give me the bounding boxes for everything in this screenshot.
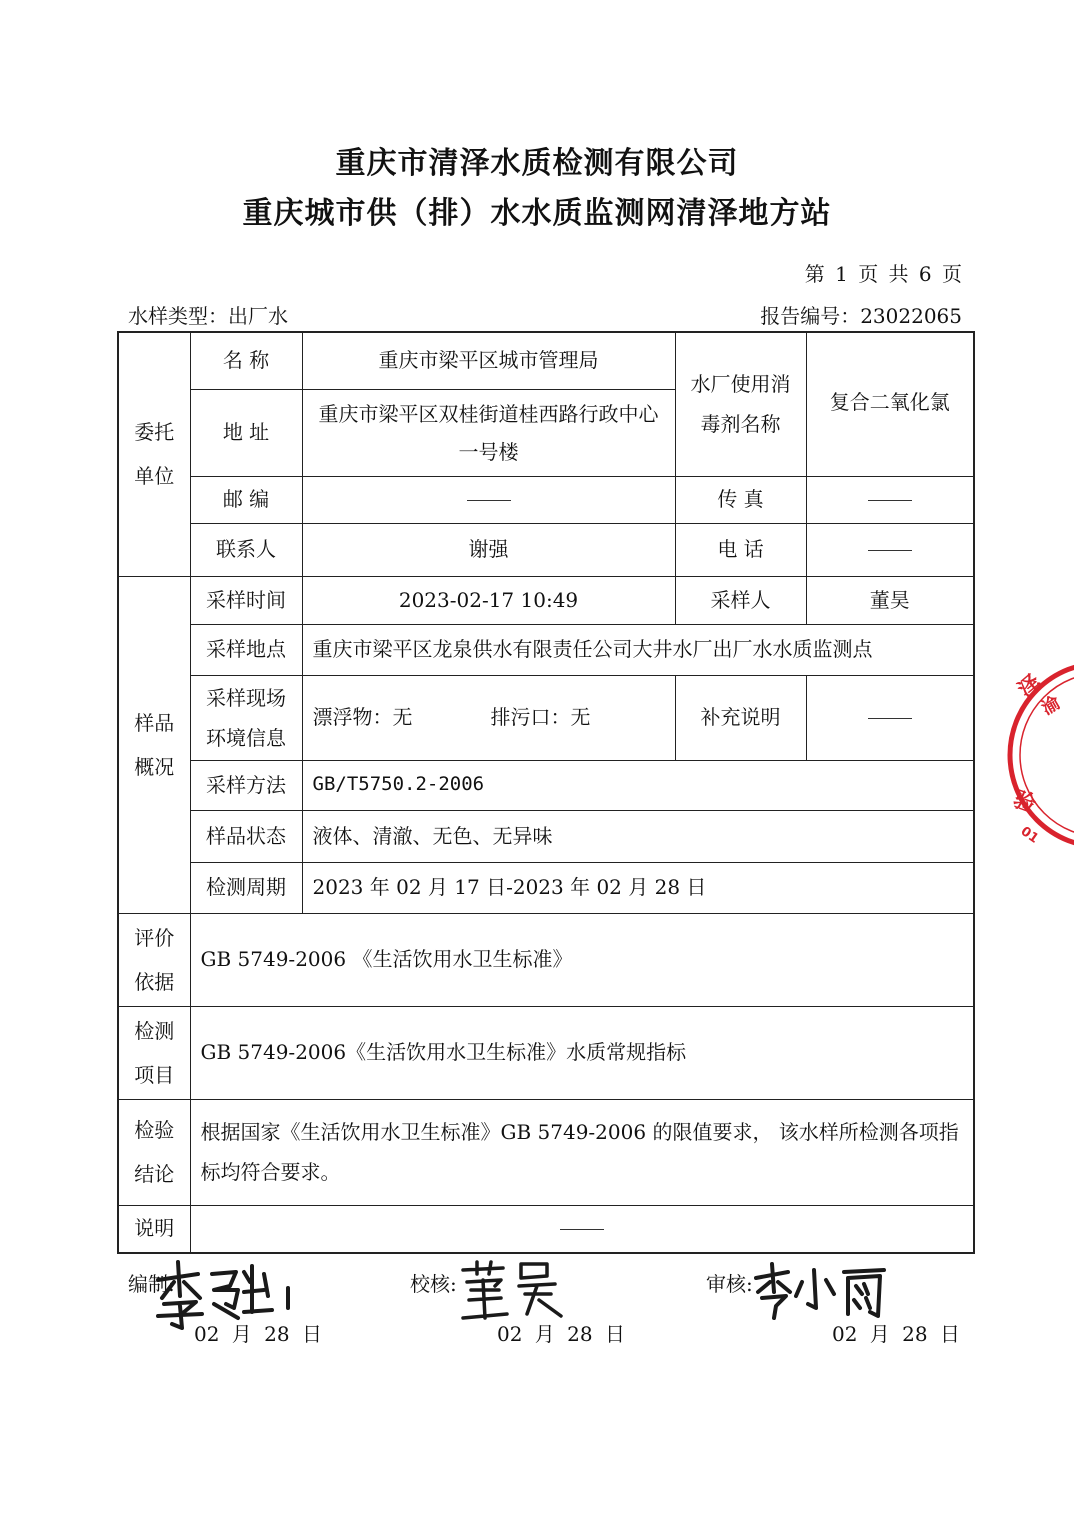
sample-type: 水样类型：出厂水: [128, 304, 288, 328]
basis-value: GB 5749-2006 《生活饮用水卫生标准》: [190, 913, 974, 1006]
note-label: 补充说明: [675, 675, 806, 760]
sampling-time-value: 2023-02-17 10:49: [302, 576, 675, 624]
method-value: GB/T5750.2-2006: [302, 760, 974, 810]
postcode-value: [302, 476, 675, 523]
conclusion-value: 根据国家《生活饮用水卫生标准》GB 5749-2006 的限值要求， 该水样所检测各项指标均符合要求。: [190, 1099, 974, 1205]
sampling-location-value: 重庆市梁平区龙泉供水有限责任公司大井水厂出厂水水质监测点: [302, 624, 974, 675]
client-address: 重庆市梁平区双桂街道桂西路行政中心一号楼: [302, 389, 675, 476]
address-label: 地 址: [190, 389, 302, 476]
client-section-label: 委托单位: [118, 332, 190, 576]
state-value: 液体、清澈、无色、无异味: [302, 810, 974, 862]
sampler-value: 董昊: [806, 576, 974, 624]
checker-date: 02 月 28 日: [497, 1322, 625, 1346]
float-value: 漂浮物：无: [312, 705, 413, 729]
fax-label: 传 真: [675, 476, 806, 523]
period-value: 2023 年 02 月 17 日-2023 年 02 月 28 日: [302, 862, 974, 913]
phone-label: 电 话: [675, 523, 806, 576]
postcode-label: 邮 编: [190, 476, 302, 523]
period-label: 检测周期: [190, 862, 302, 913]
svg-text:01: 01: [1017, 823, 1042, 847]
sampler-label: 采样人: [675, 576, 806, 624]
checker-signature: [455, 1256, 575, 1326]
report-table: [117, 331, 975, 1254]
reviewer-signature: [752, 1262, 892, 1322]
contact-value: 谢强: [302, 523, 675, 576]
report-number: 报告编号：23022065: [760, 304, 962, 328]
basis-label: 评价依据: [118, 913, 190, 1006]
state-label: 样品状态: [190, 810, 302, 862]
checker-label: 校核:: [410, 1272, 457, 1296]
note-value: [806, 675, 974, 760]
phone-value: [806, 523, 974, 576]
station-title: 重庆城市供（排）水水质监测网清泽地方站: [242, 196, 832, 231]
company-seal: [994, 655, 1074, 855]
client-name: 重庆市梁平区城市管理局: [302, 332, 675, 389]
remark-value: [190, 1205, 974, 1253]
environment-label: 采样现场环境信息: [190, 675, 302, 760]
conclusion-label: 检验结论: [118, 1099, 190, 1205]
sampling-location-label: 采样地点: [190, 624, 302, 675]
page-info: 第 1 页 共 6 页: [804, 262, 962, 286]
sample-section-label: 样品概况: [118, 576, 190, 913]
reviewer-date: 02 月 28 日: [832, 1322, 960, 1346]
compiler-label: 编制:: [128, 1272, 175, 1296]
disinfectant-label: 水厂使用消毒剂名称: [675, 332, 806, 476]
items-value: GB 5749-2006《生活饮用水卫生标准》水质常规指标: [190, 1006, 974, 1099]
svg-text:渝: 渝: [1038, 692, 1065, 720]
company-title: 重庆市清泽水质检测有限公司: [335, 146, 739, 181]
disinfectant-value: 复合二氧化氯: [806, 332, 974, 476]
compiler-date: 02 月 28 日: [194, 1322, 322, 1346]
sampling-time-label: 采样时间: [190, 576, 302, 624]
contact-label: 联系人: [190, 523, 302, 576]
svg-text:验: 验: [1009, 787, 1040, 819]
svg-text:泽: 泽: [1013, 670, 1047, 704]
items-label: 检测项目: [118, 1006, 190, 1099]
remark-label: 说明: [118, 1205, 190, 1253]
reviewer-label: 审核:: [706, 1272, 753, 1296]
fax-value: [806, 476, 974, 523]
method-label: 采样方法: [190, 760, 302, 810]
outfall-value: 排污口：无: [490, 705, 591, 729]
name-label: 名 称: [190, 332, 302, 389]
environment-value: [302, 675, 675, 760]
